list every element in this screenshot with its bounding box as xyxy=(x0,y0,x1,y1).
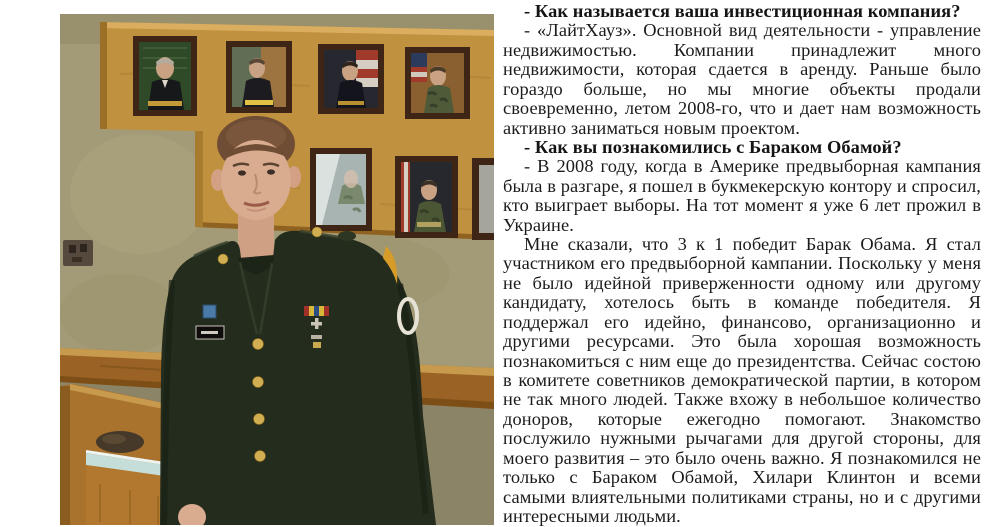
portrait-frame-president xyxy=(133,36,197,116)
interview-answer-2: - В 2008 году, когда в Америке предвыборная кампания была в разгаре, я пошел в букмекерскую контору и спросил, кто выиграет выборы. На тот момент я уже 6 лет прожил в Украине. xyxy=(503,156,981,235)
photo-soldier-portrait xyxy=(60,14,494,525)
portrait-frame-glare xyxy=(310,148,372,231)
collar-brass-disc xyxy=(218,254,228,264)
interview-question-2: - Как вы познакомились с Бараком Обамой? xyxy=(524,136,902,157)
wall-outlet-plate xyxy=(63,240,93,266)
unit-badge xyxy=(203,305,216,318)
article-text-column xyxy=(503,0,981,527)
interview-question-1: - Как называется ваша инвестиционная компания? xyxy=(524,1,961,21)
portrait-frame-vice-president xyxy=(226,41,292,113)
ribbon-bar xyxy=(304,306,329,316)
name-plate xyxy=(196,326,224,339)
shoulder-loop xyxy=(338,231,356,241)
portrait-frame-camo-officer-2 xyxy=(395,156,458,238)
portrait-frame-navy-officer xyxy=(318,44,384,114)
portrait-frame-edge-partial xyxy=(472,158,494,240)
portrait-frame-camo-officer xyxy=(405,47,470,119)
interview-answer-2-continued: Мне сказали, что 3 к 1 победит Барак Обама. Я стал участником его предвыборной кампании. Поскольку у меня не было идейной приверженности одному или другому кандидату, хотелось быть в команде победителя. Я поддержал его идейно, финансово, организационно и другими ресурсами. Это была хорошая возможность познакомиться с ним еще до президентства. Сейчас состою в комитете советников демократической партии, в котором не так много людей. Также вхожу в небольшое количество доноров, которые ежегодно помогают. Знакомство послужило нужными рычагами для другой стороны, для моего развития – это было очень важно. Я познакомился не только с Бараком Обамой, Хилари Клинтон и всеми самыми влиятельными политиками страны, но и с другими интересными людьми. xyxy=(503,234,981,526)
epaulette-button xyxy=(312,227,322,237)
interview-answer-1: - «ЛайтХауз». Основной вид деятельности - управление недвижимостью. Компании принадлежит много недвижимости, которая сдается в аренду. Раньше было гораздо больше, но мы многие объекты продали своевременно, летом 2008-го, что и дает нам возможность активно заниматься новым проектом. xyxy=(503,20,981,138)
photo-illustration xyxy=(60,14,494,525)
